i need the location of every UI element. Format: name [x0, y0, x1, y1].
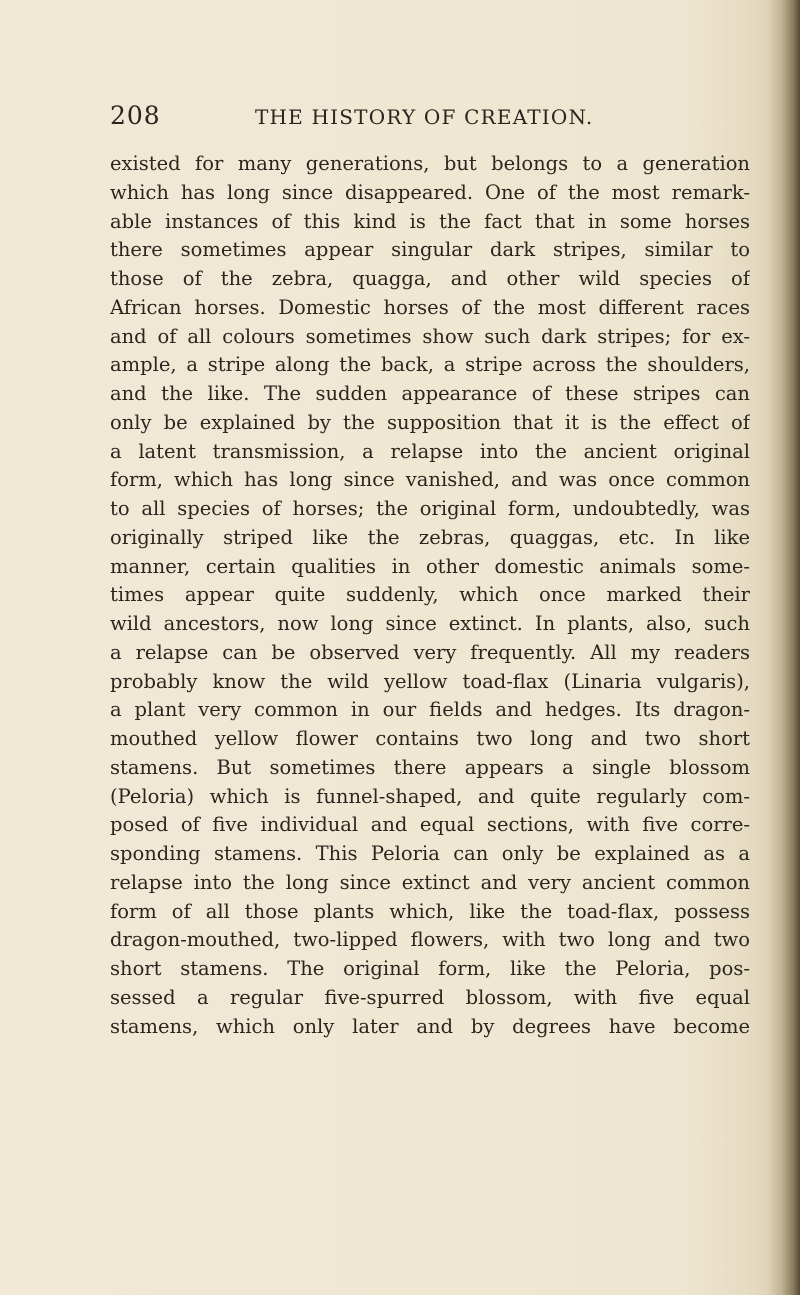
running-head: [110, 101, 750, 135]
text-line: wild ancestors, now long since extinct. In plants, also, such: [110, 612, 750, 635]
text-line: existed for many generations, but belongs to a generation: [110, 152, 750, 175]
text-line: manner, certain qualities in other domestic animals some-: [110, 554, 750, 578]
text-line: mouthed yellow flower contains two long and two short: [110, 727, 750, 750]
text-line: a latent transmission, a relapse into the ancient original: [110, 439, 750, 463]
text-line: which has long since disappeared. One of the most remark-: [110, 180, 750, 204]
text-line: short stamens. The original form, like the Peloria, pos-: [110, 957, 750, 980]
text-line: posed of five individual and equal sections, with five corre-: [110, 813, 750, 837]
text-line: times appear quite suddenly, which once marked their: [110, 583, 750, 607]
running-title: THE HISTORY OF CREATION.: [255, 105, 594, 129]
text-line: ample, a stripe along the back, a stripe across the shoulders,: [110, 353, 750, 377]
text-line: dragon-mouthed, two-lipped flowers, with two long and two: [110, 928, 750, 952]
text-line: relapse into the long since extinct and very ancient common: [110, 870, 750, 894]
text-line: a plant very common in our fields and hedges. Its dragon-: [110, 698, 750, 722]
text-line: originally striped like the zebras, quaggas, etc. In like: [110, 525, 750, 549]
text-line: and of all colours sometimes show such dark stripes; for ex-: [110, 324, 750, 348]
text-line: those of the zebra, quagga, and other wild species of: [110, 267, 750, 290]
text-line: form of all those plants which, like the toad-flax, possess: [110, 899, 750, 923]
text-line: only be explained by the supposition that it is the effect of: [110, 410, 750, 434]
text-line: sessed a regular five-spurred blossom, with five equal: [110, 985, 750, 1009]
text-line: to all species of horses; the original form, undoubtedly, was: [110, 497, 750, 520]
text-line: probably know the wild yellow toad-flax (Linaria vulgaris),: [110, 669, 750, 693]
text-line: stamens. But sometimes there appears a single blossom: [110, 755, 750, 779]
text-line: (Peloria) which is funnel-shaped, and quite regularly com-: [110, 784, 750, 808]
text-line: a relapse can be observed very frequently. All my readers: [110, 640, 750, 664]
text-line: stamens, which only later and by degrees have become: [110, 1014, 750, 1038]
text-line: there sometimes appear singular dark stripes, similar to: [110, 238, 750, 262]
text-line: form, which has long since vanished, and was once common: [110, 468, 750, 492]
text-line: sponding stamens. This Peloria can only be explained as a: [110, 842, 750, 865]
page-edge-shadow: [766, 0, 800, 1295]
page-number: 208: [110, 101, 161, 130]
text-line: and the like. The sudden appearance of these stripes can: [110, 382, 750, 405]
text-line: able instances of this kind is the fact that in some horses: [110, 209, 750, 233]
body-text: [110, 150, 750, 1041]
text-line: African horses. Domestic horses of the most different races: [110, 295, 750, 319]
